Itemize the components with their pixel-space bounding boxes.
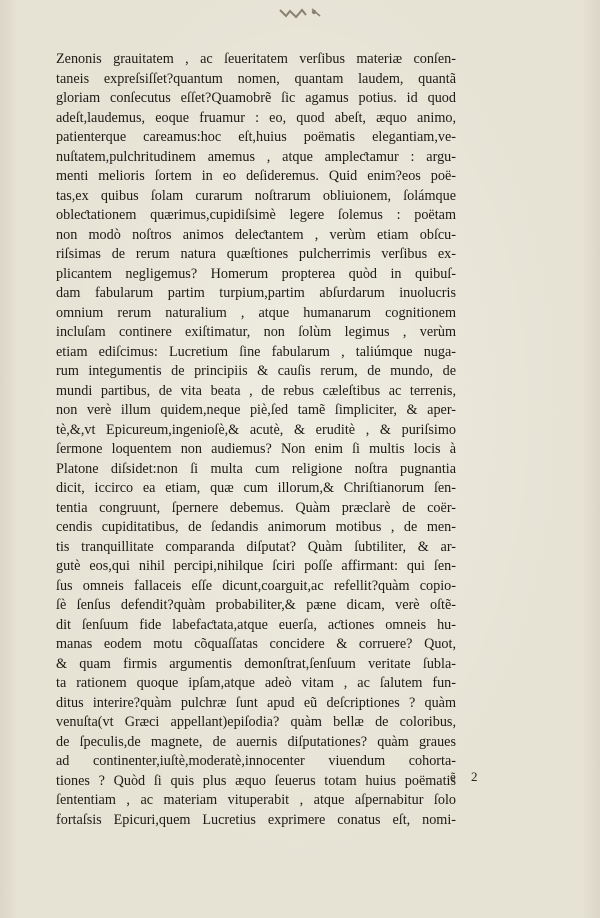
text-line: & quam firmis argumentis demonſtrat,ſenſuum veritate ſubla- — [56, 655, 456, 672]
text-line: fortaſsis Epicuri,quem Lucretius exprimere conatus eſt, nomi- — [56, 811, 456, 828]
body-text — [56, 50, 456, 830]
text-line: obleƈtationem quærimus,cupidiſsimè legere ſolemus : poëtam — [56, 207, 456, 223]
text-line: manas eodem motu cõquaſſatas concidere & corruere? Quot, — [56, 636, 456, 652]
text-line: ta rationem quoque ipſam,atque adeò vitam , ac ſalutem fun- — [56, 675, 456, 691]
text-line: patienterque careamus:hoc eſt,huius poëmatis elegantiam,ve- — [56, 129, 456, 145]
text-line: ſententiam , ac materiam vituperabit , atque aſpernabitur ſolo — [56, 792, 456, 808]
text-line: tentia congruunt, ſpernere debemus. Quàm præclarè de coër- — [56, 499, 456, 516]
text-line: tas,ex quibus ſolam curarum noſtrarum obliuionem, ſolámque — [56, 187, 456, 204]
text-line: plicantem negligemus? Homerum propterea quòd in quibuſ- — [56, 265, 456, 282]
text-line: dicit, iccirco ea etiam, quæ cum illorum,& Chriſtianorum ſen- — [56, 480, 456, 496]
text-line: cendis cupiditatibus, de ſedandis animorum motibus , de men- — [56, 519, 456, 535]
text-line: tè,&,vt Epicureum,ingenioſè,& acutè, & eruditè , & puriſsimo — [56, 421, 456, 438]
text-line: omnium rerum naturalium , atque humanarum cognitionem — [56, 304, 456, 321]
text-line: ditus interire?quàm pulchræ ſunt apud eũ deſcriptiones ? quàm — [56, 694, 456, 711]
text-line: menti melioris ſortem in eo deſideremus. Quid enim?eos poë- — [56, 168, 456, 184]
text-line: tis tranquillitate comparanda diſputat? Quàm ſubtiliter, & ar- — [56, 538, 456, 555]
text-line: nuſtatem,pulchritudinem amemus , atque ampleƈtamur : argu- — [56, 148, 456, 165]
text-line: ad continenter,iuſtè,moderatè,innocenter viuendum cohorta- — [56, 753, 456, 769]
text-line: tiones ? Quòd ſi quis plus æquo ſeuerus totam huius poëmatis — [56, 772, 456, 789]
text-line: rum integumentis de principiis & cauſis rerum, de mundo, de — [56, 363, 456, 379]
text-line: mundi partibus, de vita beata , de rebus cæleſtibus ac terrenis, — [56, 382, 456, 399]
text-line: gloriam conſecutus eſſet?Quamobrẽ ſic agamus potius. id quod — [56, 90, 456, 106]
text-line: ſè ſenſus defendit?quàm probabiliter,& pæne dicam, verè oſtẽ- — [56, 597, 456, 613]
text-line: ſus omneis fallaceis eſſe dicunt,coarguit,ac refellit?quàm copio- — [56, 577, 456, 594]
text-line: de ſpeculis,de magnete, de auernis diſputationes? quàm graues — [56, 733, 456, 750]
text-line: non verè illum quidem,neque piè,ſed tamẽ ſimpliciter, & aper- — [56, 402, 456, 418]
text-line: non modò noſtros animos deleƈtantem , verùm etiam obſcu- — [56, 226, 456, 243]
text-line: Zenonis grauitatem , ac ſeueritatem verſibus materiæ conſen- — [56, 51, 456, 67]
text-line: taneis expreſsiſſet?quantum nomen, quantam laudem, quantã — [56, 70, 456, 87]
text-line: gutè eos,qui nihil percipi,nihilque ſciri poſſe affirmant: qui ſen- — [56, 558, 456, 574]
signature-mark — [0, 769, 600, 787]
worm-hole-damage-icon — [276, 6, 324, 20]
signature-text: ẽ 2 — [450, 769, 484, 784]
text-line: incluſam continere exiſtimatur, non ſolùm legimus , verùm — [56, 324, 456, 340]
text-line: ſermone loquentem non audiemus? Non enim ſi multis locis à — [56, 441, 456, 457]
text-line: adeſt,laudemus, eoque fruamur : eo, quod abeſt, æquo animo, — [56, 109, 456, 126]
text-line: venuſta(vt Græci appellant)epiſodia? quàm bellæ de coloribus, — [56, 714, 456, 730]
text-line: dit ſenſuum fide labefaƈtata,atque euerſa, aƈtiones omneis hu- — [56, 616, 456, 633]
text-line: dam fabularum partim turpium,partim abſurdarum inuolucris — [56, 285, 456, 301]
text-line: etiam ediſcimus: Lucretium ſine fabularum , taliúmque nuga- — [56, 343, 456, 360]
text-line: Platone diſsidet:non ſi multa cum religione noſtra pugnantia — [56, 460, 456, 477]
text-line: riſsimas de rerum natura quæſtiones pulcherrimis verſibus ex- — [56, 246, 456, 262]
